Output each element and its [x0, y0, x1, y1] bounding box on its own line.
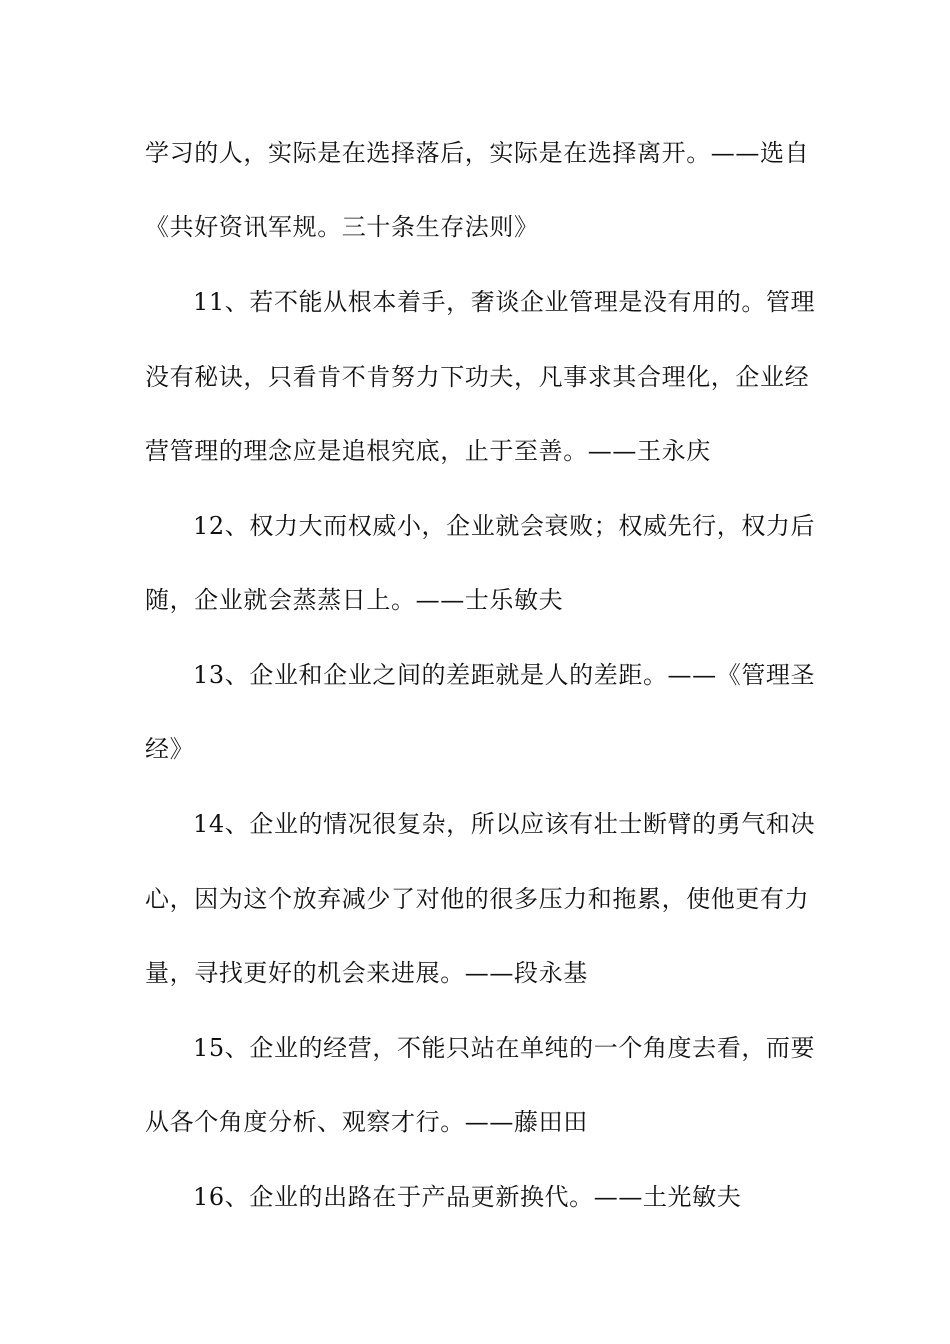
- text-line-2: 《共好资讯军规。三十条生存法则》: [145, 213, 539, 241]
- quote-13-line-1: 13、企业和企业之间的差距就是人的差距。——《管理圣: [193, 661, 816, 689]
- quote-15-line-2: 从各个角度分析、观察才行。——藤田田: [145, 1108, 588, 1136]
- quote-14-line-2: 心，因为这个放弃减少了对他的很多压力和拖累，使他更有力: [145, 885, 810, 913]
- quote-14-line-1: 14、企业的情况很复杂，所以应该有壮士断臂的勇气和决: [193, 810, 816, 838]
- quote-14-line-3: 量，寻找更好的机会来进展。——段永基: [145, 959, 588, 987]
- quote-12-line-2: 随，企业就会蒸蒸日上。——士乐敏夫: [145, 586, 564, 614]
- quote-11-line-2: 没有秘诀，只看肯不肯努力下功夫，凡事求其合理化，企业经: [145, 363, 810, 391]
- text-line-1: 学习的人，实际是在选择落后，实际是在选择离开。——选自: [145, 139, 810, 167]
- quote-13-line-2: 经》: [145, 735, 195, 763]
- quote-11-line-3: 营管理的理念应是追根究底，止于至善。——王永庆: [145, 437, 711, 465]
- quote-12-line-1: 12、权力大而权威小，企业就会衰败；权威先行，权力后: [193, 512, 816, 540]
- quote-15-line-1: 15、企业的经营，不能只站在单纯的一个角度去看，而要: [193, 1034, 816, 1062]
- quote-16-line-1: 16、企业的出路在于产品更新换代。——土光敏夫: [193, 1183, 742, 1211]
- quote-11-line-1: 11、若不能从根本着手，奢谈企业管理是没有用的。管理: [193, 288, 816, 316]
